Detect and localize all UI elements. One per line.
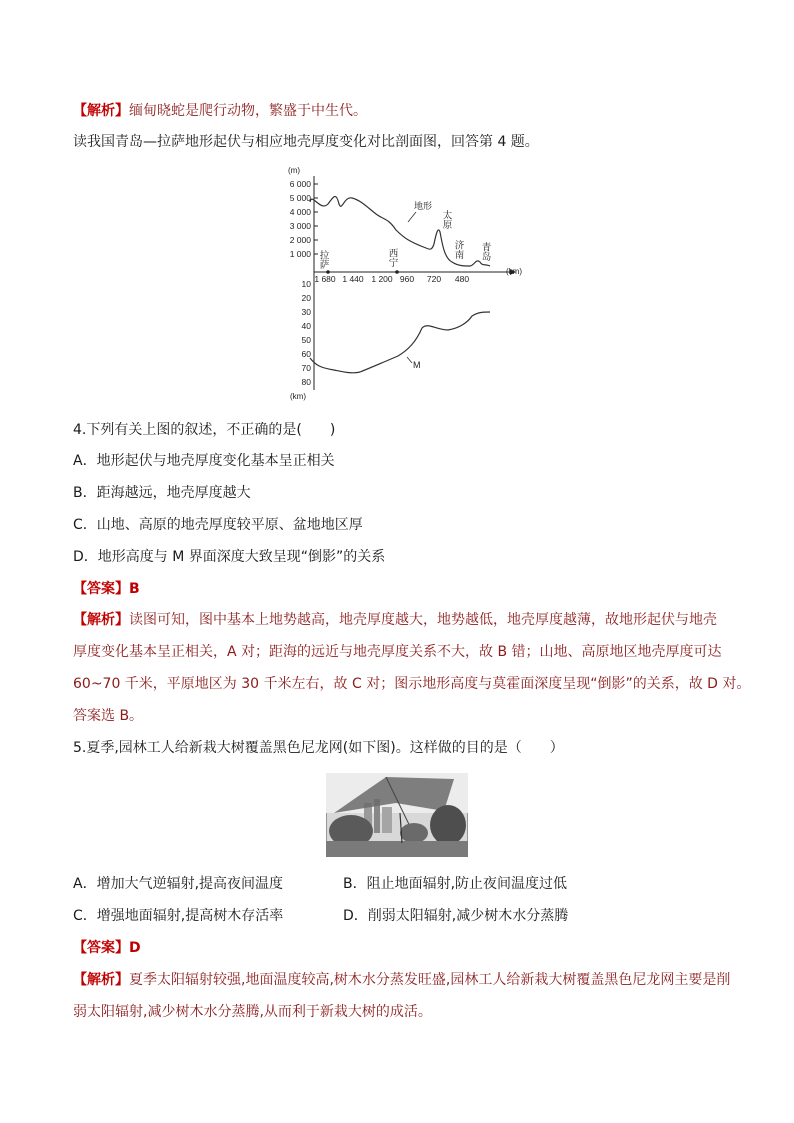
q4-option-b: B．距海越远，地壳厚度越大 [73, 485, 251, 501]
y-unit-bottom: (km) [290, 392, 306, 401]
q4-option-d: D．地形高度与 M 界面深度大致呈现“倒影”的关系 [73, 549, 386, 565]
y-ticks-bottom [290, 279, 311, 401]
city-label-xining: 西宁 [386, 248, 398, 267]
analysis-text: 夏季太阳辐射较强,地面温度较高,树木水分蒸发旺盛,园林工人给新栽大树覆盖黑色尼龙网主要是削 [129, 972, 731, 988]
y-tick-label: 10 [301, 279, 311, 289]
y-tick-label: 50 [301, 335, 311, 345]
y-tick-label: 6 000 [289, 179, 311, 189]
q5-option-d: D．削弱太阳辐射,减少树木水分蒸腾 [343, 908, 569, 924]
city-label-jinan: 济南 [452, 240, 464, 259]
y-tick-label: 80 [301, 377, 311, 387]
terrain-label: 地形 [414, 201, 433, 211]
y-unit-top: (m) [288, 166, 300, 175]
x-tick-label: 720 [426, 274, 442, 284]
shade-net-photo [326, 773, 468, 857]
analysis-text: 缅甸晓蛇是爬行动物，繁盛于中生代。 [129, 103, 367, 119]
q4-answer: 【答案】B [73, 581, 140, 597]
x-tick-label: 480 [454, 274, 470, 284]
y-tick-label: 60 [301, 349, 311, 359]
city-marker [395, 270, 399, 274]
analysis-tag: 【解析】 [73, 972, 129, 988]
x-unit: (km) [506, 267, 522, 276]
x-ticks [314, 267, 522, 284]
q4-option-c: C．山地、高原的地壳厚度较平原、盆地地区厚 [73, 517, 363, 533]
y-tick-label: 20 [301, 293, 311, 303]
q4-analysis-line-2: 厚度变化基本呈正相关，A 对；距海的远近与地壳厚度关系不大，故 B 错；山地、高原地区地壳厚度可达 [73, 644, 722, 660]
city-label-qingdao: 青岛 [479, 242, 491, 261]
y-tick-label: 3 000 [289, 221, 311, 231]
x-tick-label: 960 [399, 274, 415, 284]
y-tick-label: 2 000 [289, 235, 311, 245]
y-tick-label: 4 000 [289, 207, 311, 217]
q5-option-a: A．增加大气逆辐射,提高夜间温度 [73, 876, 284, 892]
m-leader [407, 357, 412, 363]
x-tick-label: 1 440 [342, 274, 364, 284]
profile-figure [276, 162, 536, 402]
analysis-tag: 【解析】 [73, 612, 129, 628]
q5-option-b: B．阻止地面辐射,防止夜间温度过低 [343, 876, 568, 892]
x-tick-label: 1 680 [314, 274, 336, 284]
x-tick-label: 1 200 [371, 274, 393, 284]
q3-analysis [73, 101, 367, 121]
q5-analysis-line-2: 弱太阳辐射,减少树木水分蒸腾,从而利于新栽大树的成活。 [73, 1004, 432, 1020]
city-label-taiyuan: 太原 [440, 210, 452, 229]
q4-option-a: A．地形起伏与地壳厚度变化基本呈正相关 [73, 453, 335, 469]
m-label: M [413, 360, 421, 370]
q4-analysis-line-3: 60~70 千米，平原地区为 30 千米左右，故 C 对；图示地形高度与莫霍面深度呈现“倒影”的关系，故 D 对。 [73, 676, 751, 692]
city-marker [326, 270, 330, 274]
q5-stem: 5.夏季,园林工人给新栽大树覆盖黑色尼龙网(如下图)。这样做的目的是（ ） [73, 740, 564, 756]
q4-analysis-line-1 [73, 610, 717, 630]
analysis-tag: 【解析】 [73, 103, 129, 119]
terrain-leader [408, 212, 416, 222]
y-tick-label: 40 [301, 321, 311, 331]
q5-answer: 【答案】D [73, 940, 141, 956]
city-label-lasa: 拉萨 [317, 250, 329, 269]
analysis-text: 读图可知，图中基本上地势越高，地壳厚度越大，地势越低，地壳厚度越薄，故地形起伏与地壳 [129, 612, 717, 628]
intro-text: 读我国青岛—拉萨地形起伏与相应地壳厚度变化对比剖面图，回答第 4 题。 [73, 134, 539, 150]
y-tick-label: 1 000 [289, 249, 311, 259]
moho-curve [310, 312, 490, 373]
q4-analysis-line-4: 答案选 B。 [73, 708, 144, 724]
q4-stem: 4.下列有关上图的叙述，不正确的是( ) [73, 422, 336, 438]
q5-analysis-line-1 [73, 970, 730, 990]
y-tick-label: 70 [301, 363, 311, 373]
q5-option-c: C．增强地面辐射,提高树木存活率 [73, 908, 284, 924]
y-tick-label: 30 [301, 307, 311, 317]
y-tick-label: 5 000 [289, 193, 311, 203]
